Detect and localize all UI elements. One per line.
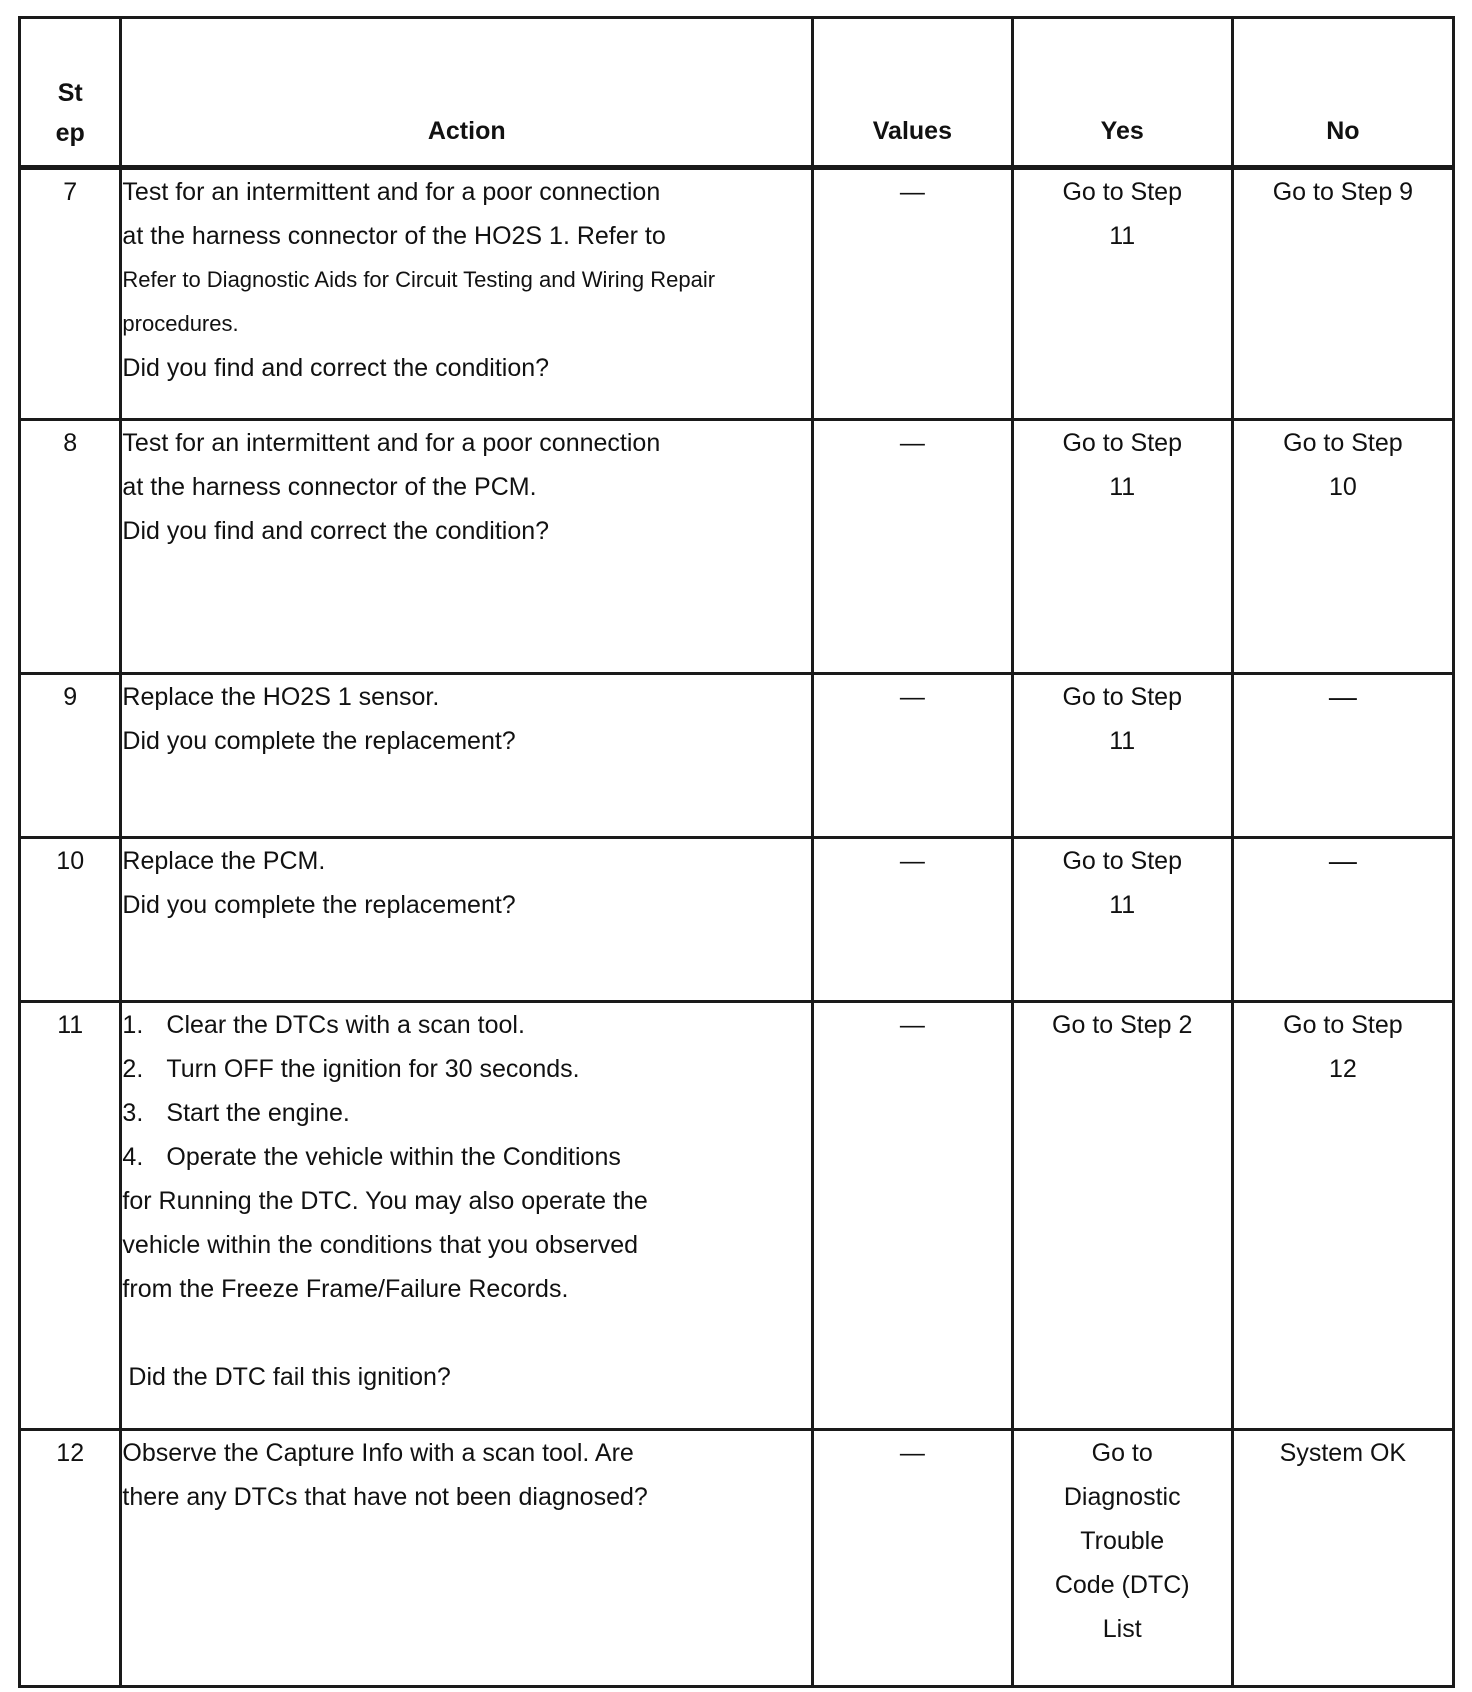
value-cell: —: [813, 674, 1013, 838]
value-cell: —: [813, 838, 1013, 1002]
no-cell: Go to Step 10: [1232, 420, 1453, 674]
table-row: [20, 420, 1454, 674]
action-cell: Test for an intermittent and for a poor connection at the harness connector of the PCM. Did you find and correct the condition?: [121, 420, 813, 674]
yes-cell: Go to Step 11: [1012, 674, 1232, 838]
header-yes: Yes: [1012, 18, 1232, 168]
no-cell: Go to Step 9: [1232, 168, 1453, 420]
yes-cell: Go to Step 11: [1012, 838, 1232, 1002]
list-item: 3. Start the engine.: [122, 1099, 350, 1127]
value-cell: —: [813, 168, 1013, 420]
no-cell: —: [1232, 838, 1453, 1002]
step-number: 9: [20, 674, 121, 838]
step-number: 12: [20, 1430, 121, 1687]
list-item: 4. Operate the vehicle within the Conditions: [122, 1143, 621, 1171]
yes-cell: Go to Step 2: [1012, 1002, 1232, 1430]
step-number: 11: [20, 1002, 121, 1430]
header-step: St ep: [20, 18, 121, 168]
table-row: [20, 168, 1454, 420]
no-cell: —: [1232, 674, 1453, 838]
table-row: [20, 838, 1454, 1002]
step-number: 8: [20, 420, 121, 674]
header-row: [20, 18, 1454, 168]
step-number: 10: [20, 838, 121, 1002]
action-cell: Replace the PCM. Did you complete the replacement?: [121, 838, 813, 1002]
header-action: Action: [121, 18, 813, 168]
header-values: Values: [813, 18, 1013, 168]
action-cell: Observe the Capture Info with a scan tool. Are there any DTCs that have not been diagnosed?: [121, 1430, 813, 1687]
yes-cell: Go to Step 11: [1012, 168, 1232, 420]
step-number: 7: [20, 168, 121, 420]
value-cell: —: [813, 1002, 1013, 1430]
action-cell: 1. Clear the DTCs with a scan tool. 2. Turn OFF the ignition for 30 seconds. 3. Start the engine. 4. Operate the vehicle within the Conditions for Running the DTC. You may also operate the vehicle within the conditions that you observed from the Freeze Frame/Failure Records. Did the DTC fail this ignition?: [121, 1002, 813, 1430]
table-row: [20, 1430, 1454, 1687]
value-cell: —: [813, 420, 1013, 674]
no-cell: System OK: [1232, 1430, 1453, 1687]
header-no: No: [1232, 18, 1453, 168]
value-cell: —: [813, 1430, 1013, 1687]
action-cell: Test for an intermittent and for a poor connection at the harness connector of the HO2S 1. Refer to Refer to Diagnostic Aids for Circuit Testing and Wiring Repair procedures. Did you find and correct the condition?: [121, 168, 813, 420]
no-cell: Go to Step 12: [1232, 1002, 1453, 1430]
yes-cell: Go to Step 11: [1012, 420, 1232, 674]
action-cell: Replace the HO2S 1 sensor. Did you complete the replacement?: [121, 674, 813, 838]
table-row: [20, 674, 1454, 838]
diagnostic-table: [18, 16, 1455, 1688]
yes-cell: Go to Diagnostic Trouble Code (DTC) List: [1012, 1430, 1232, 1687]
list-item: 2. Turn OFF the ignition for 30 seconds.: [122, 1055, 580, 1083]
table-row: [20, 1002, 1454, 1430]
list-item: 1. Clear the DTCs with a scan tool.: [122, 1011, 525, 1039]
